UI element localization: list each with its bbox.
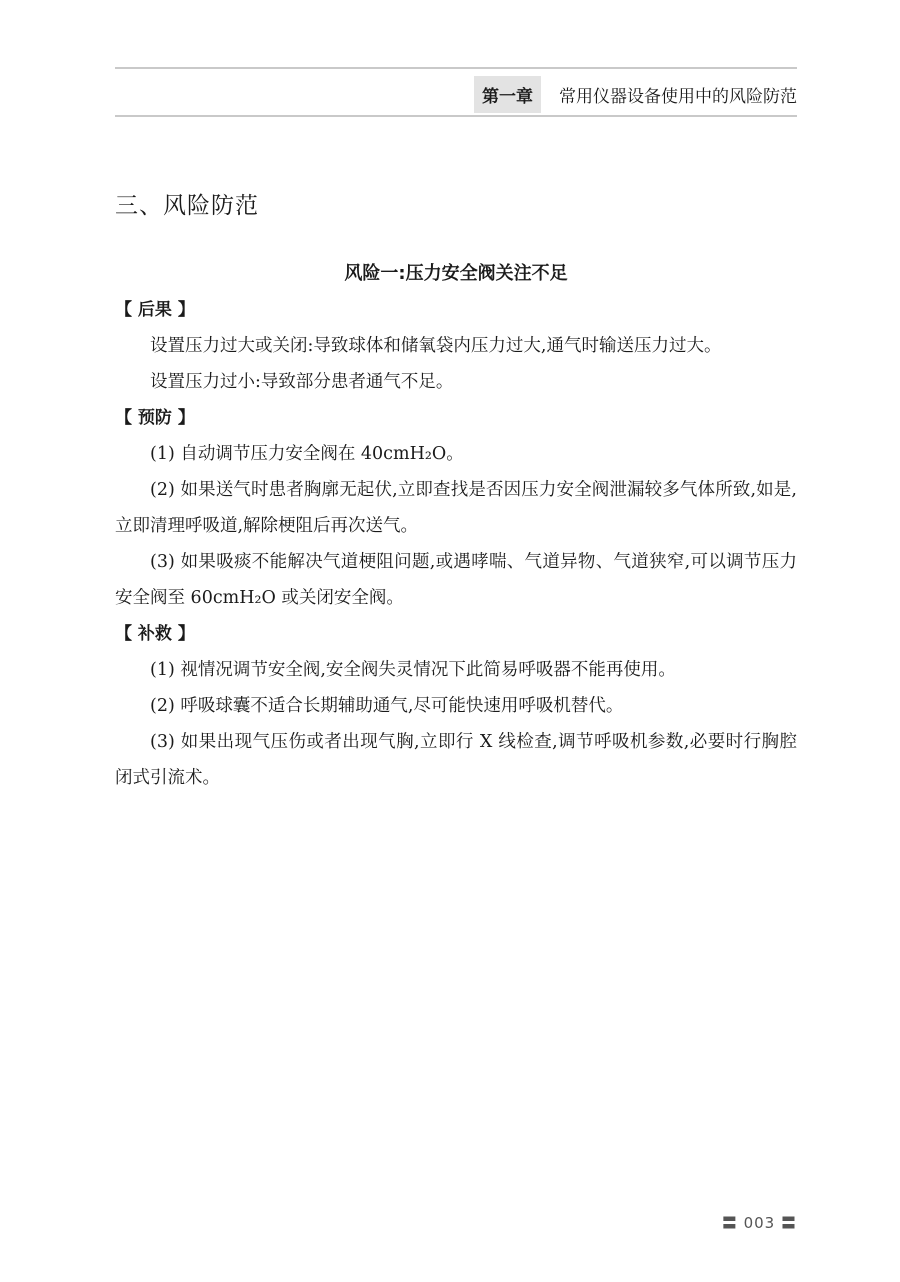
page-number: 〓 003 〓 — [721, 1214, 797, 1232]
header-rule-top — [115, 67, 797, 69]
remedy-heading: 【 补救 】 — [115, 624, 195, 644]
consequence-heading: 【 后果 】 — [115, 300, 195, 320]
consequence-paragraph: 设置压力过小:导致部分患者通气不足。 — [150, 372, 454, 392]
risk-content — [115, 256, 797, 796]
prevention-paragraph: (1) 自动调节压力安全阀在 40cmH₂O。 — [150, 444, 464, 464]
chapter-number: 第一章 — [474, 76, 541, 113]
section-heading: 三、风险防范 — [115, 193, 259, 219]
prevention-paragraph: (3) 如果吸痰不能解决气道梗阻问题,或遇哮喘、气道异物、气道狭窄,可以调节压力安全阀至 60cmH₂O 或关闭安全阀。 — [115, 552, 797, 608]
remedy-paragraph: (2) 呼吸球囊不适合长期辅助通气,尽可能快速用呼吸机替代。 — [150, 696, 624, 716]
chapter-title: 常用仪器设备使用中的风险防范 — [559, 87, 797, 107]
remedy-paragraph: (3) 如果出现气压伤或者出现气胸,立即行 X 线检查,调节呼吸机参数,必要时行胸腔闭式引流术。 — [115, 732, 797, 788]
remedy-paragraph: (1) 视情况调节安全阀,安全阀失灵情况下此简易呼吸器不能再使用。 — [150, 660, 676, 680]
consequence-paragraph: 设置压力过大或关闭:导致球体和储氧袋内压力过大,通气时输送压力过大。 — [150, 336, 722, 356]
header-rule-bottom — [115, 115, 797, 117]
prevention-paragraph: (2) 如果送气时患者胸廓无起伏,立即查找是否因压力安全阀泄漏较多气体所致,如是,立即清理呼吸道,解除梗阻后再次送气。 — [115, 480, 797, 536]
running-header — [474, 76, 797, 113]
prevention-heading: 【 预防 】 — [115, 408, 195, 428]
risk-title: 风险一:压力安全阀关注不足 — [344, 263, 568, 284]
